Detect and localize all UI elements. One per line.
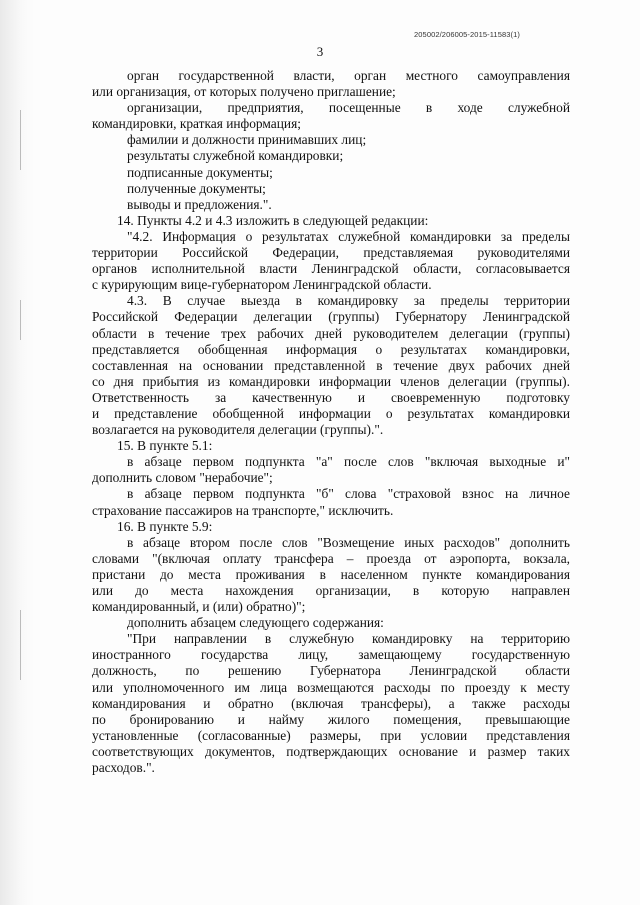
text-line: со дня прибытия из командировки информации членов делегации (группы). <box>92 373 570 389</box>
text-line: с курирующим вице-губернатором Ленинградской области. <box>92 277 432 293</box>
text-line: возлагается на руководителя делегации (группы).". <box>92 422 384 438</box>
text-line: полученные документы; <box>127 180 266 196</box>
text-line: результаты служебной командировки; <box>127 148 344 164</box>
text-line: или уполномоченного им лица возмещаются расходы по проезду к месту <box>92 679 570 695</box>
text-line: командировки, краткая информация; <box>92 116 301 132</box>
text-line: и представление обобщенной информации о результатах командировки <box>92 405 570 421</box>
text-line: 16. В пункте 5.9: <box>117 518 213 534</box>
text-line: "4.2. Информация о результатах служебной командировки за пределы <box>127 228 570 244</box>
text-line: Российской Федерации делегации (группы) Губернатору Ленинградской <box>92 309 570 325</box>
text-line: иностранного государства лицу, замещающему государственную <box>92 647 570 663</box>
page-number: 3 <box>316 44 324 59</box>
text-line: соответствующих документов, подтверждающих основание и размер таких <box>92 743 570 759</box>
text-line: области в течение трех рабочих дней руководителем делегации (группы) <box>92 325 570 341</box>
text-line: территории Российской Федерации, представляемая руководителями <box>92 245 570 261</box>
scan-edge-shadow <box>0 0 34 905</box>
text-line: 15. В пункте 5.1: <box>117 438 213 454</box>
text-line: должность, по решению Губернатора Ленинградской области <box>92 663 570 679</box>
text-line: дополнить абзацем следующего содержания: <box>127 615 384 631</box>
document-body <box>92 68 570 776</box>
text-line: в абзаце первом подпункта "а" после слов "включая выходные и" <box>127 454 570 470</box>
text-line: орган государственной власти, орган местного самоуправления <box>127 68 570 83</box>
text-line: 4.3. В случае выезда в командировку за пределы территории <box>127 293 570 309</box>
scan-mark <box>20 300 21 340</box>
text-line: представляется обобщенная информация о результатах командировки, <box>92 341 570 357</box>
text-line: дополнить словом "нерабочие"; <box>92 470 273 486</box>
text-line: в абзаце втором после слов "Возмещение иных расходов" дополнить <box>127 534 570 550</box>
text-line: страхование пассажиров на транспорте," исключить. <box>92 502 394 518</box>
text-line: подписанные документы; <box>127 164 273 180</box>
text-line: органов исполнительной власти Ленинградской области, согласовывается <box>92 261 570 277</box>
text-line: или организация, от которых получено приглашение; <box>92 84 396 100</box>
text-line: Ответственность за качественную и своевременную подготовку <box>92 389 570 405</box>
text-line: составленная на основании представленной в течение двух рабочих дней <box>92 357 570 373</box>
text-line: установленные (согласованные) размеры, при условии представления <box>92 727 570 743</box>
text-line: словами "(включая оплату трансфера – проезда от аэропорта, вокзала, <box>92 550 570 566</box>
text-line: 14. Пункты 4.2 и 4.3 изложить в следующей редакции: <box>117 212 429 228</box>
text-line: или до места нахождения организации, в которую направлен <box>92 583 570 598</box>
scan-mark <box>20 610 21 680</box>
text-line: командирования и обратно (включая трансферы), а также расходы <box>92 695 570 711</box>
document-id: 205002/206005-2015-11583(1) <box>414 30 520 39</box>
text-line: в абзаце первом подпункта "б" слова "страховой взнос на личное <box>127 486 570 502</box>
scan-mark <box>20 110 21 170</box>
text-line: выводы и предложения.". <box>127 196 272 212</box>
text-line: по бронированию и найму жилого помещения, превышающие <box>92 711 570 727</box>
text-line: фамилии и должности принимавших лиц; <box>127 132 367 148</box>
text-line: командированный, и (или) обратно)"; <box>92 599 306 615</box>
text-line: расходов.". <box>92 760 155 776</box>
text-line: "При направлении в служебную командировку на территорию <box>127 631 570 647</box>
text-line: организации, предприятия, посещенные в ходе служебной <box>127 100 570 116</box>
text-line: пристани до места проживания в населенном пункте командирования <box>92 566 570 582</box>
